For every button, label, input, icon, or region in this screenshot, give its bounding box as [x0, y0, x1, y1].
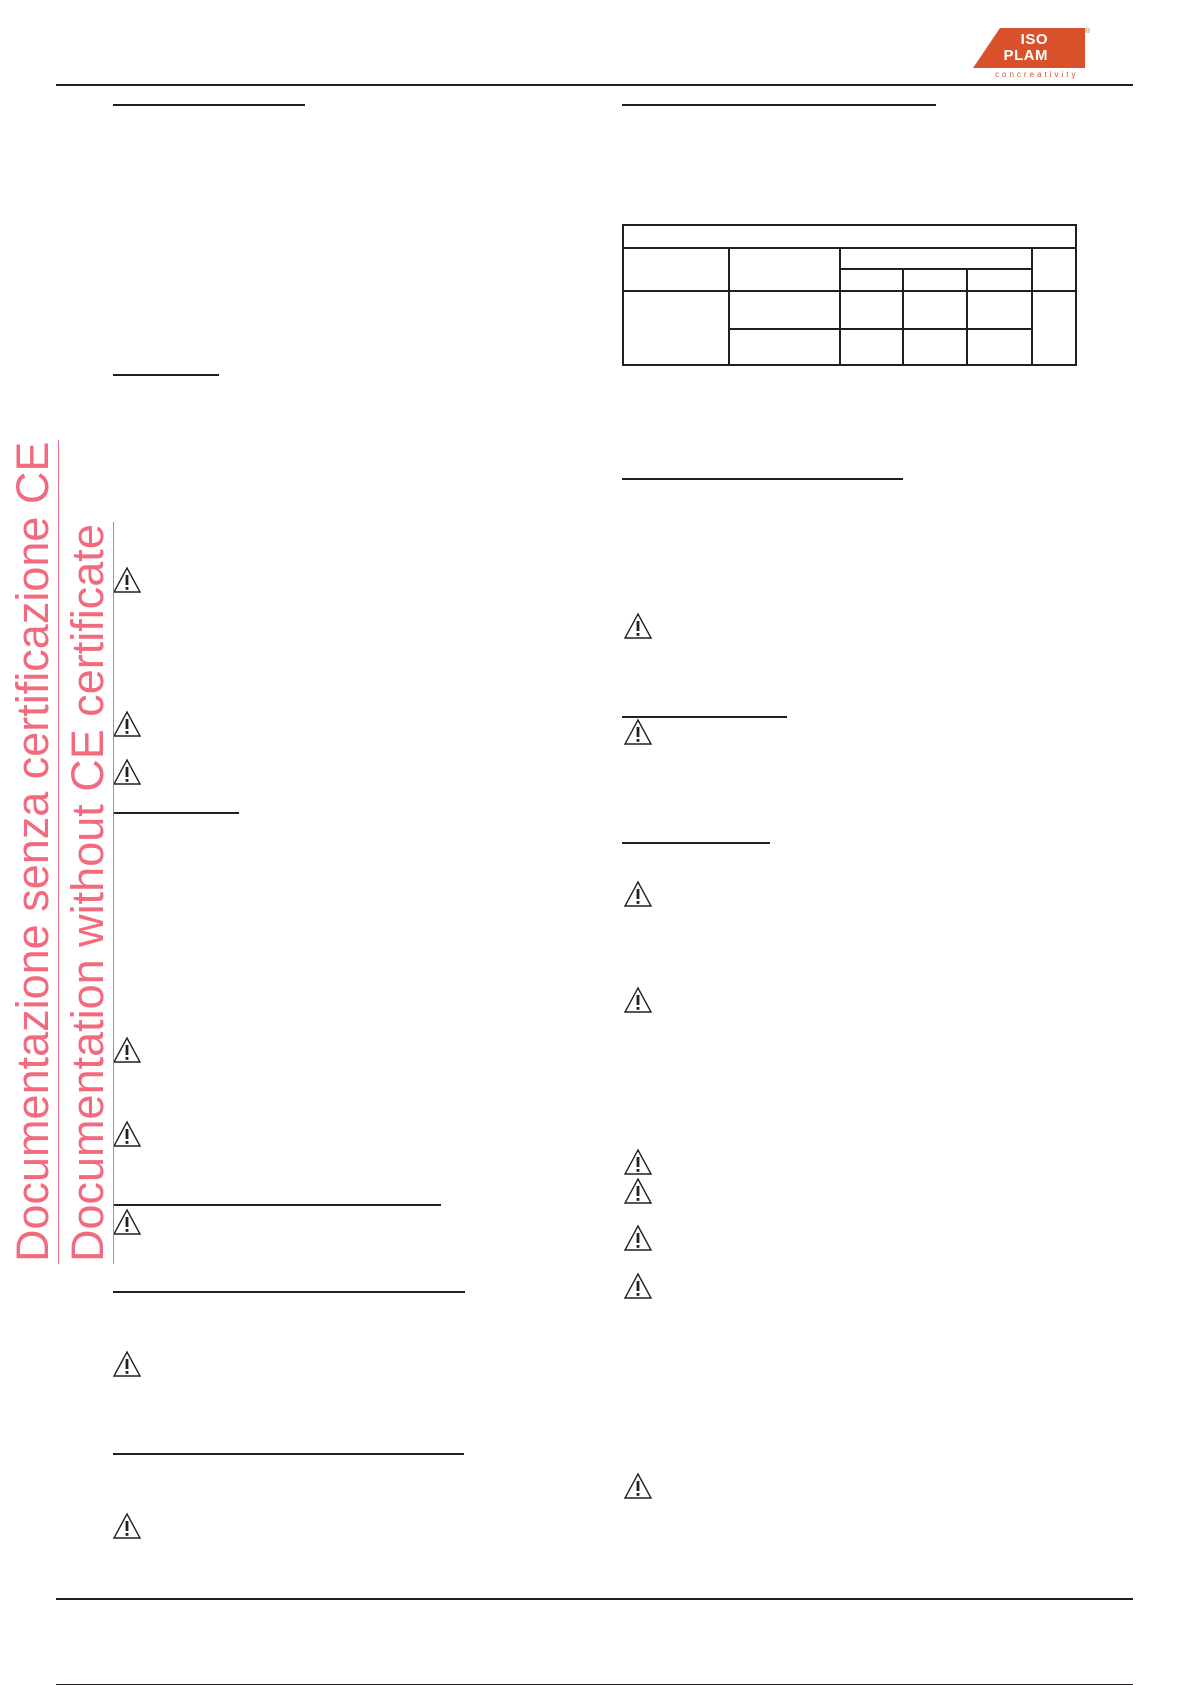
warning-triangle-icon — [623, 718, 653, 746]
warning-triangle-icon — [112, 1350, 142, 1378]
warning-triangle-icon — [623, 1177, 653, 1205]
table-row-line — [624, 247, 1075, 249]
warning-triangle-icon — [623, 612, 653, 640]
warning-triangle-icon — [112, 710, 142, 738]
warning-triangle-icon — [112, 1036, 142, 1064]
section-heading-underline-10 — [622, 842, 770, 844]
warning-triangle-icon — [623, 1224, 653, 1252]
warning-triangle-icon — [623, 880, 653, 908]
warning-triangle-icon — [623, 1272, 653, 1300]
warning-triangle-icon — [112, 1208, 142, 1236]
watermark-line-english: Documentation without CE certificate — [62, 524, 113, 1262]
warning-triangle-icon — [112, 1120, 142, 1148]
table-row-line — [624, 290, 1075, 292]
warning-triangle-icon — [112, 1512, 142, 1540]
header-rule — [56, 84, 1133, 86]
table-col-line — [1031, 247, 1033, 364]
section-heading-underline-3 — [113, 812, 239, 814]
warning-triangle-icon — [112, 566, 142, 594]
logo-registered-mark: ® — [1085, 28, 1091, 35]
logo-text-plam: PLAM — [1003, 47, 1048, 64]
watermark-line-italian: Documentazione senza certificazione CE — [7, 441, 58, 1262]
table-col-line — [728, 247, 730, 364]
section-heading-underline-1 — [113, 104, 305, 106]
table-row-line — [728, 328, 1033, 330]
footer-rule — [56, 1598, 1133, 1600]
warning-triangle-icon — [623, 986, 653, 1014]
section-heading-underline-5 — [113, 1291, 465, 1293]
table-row-line — [839, 268, 1033, 270]
warning-triangle-icon — [112, 758, 142, 786]
logo-text-iso: ISO — [1020, 31, 1048, 48]
section-heading-underline-8 — [622, 478, 903, 480]
section-heading-underline-6 — [113, 1453, 464, 1455]
data-table — [622, 224, 1077, 366]
warning-triangle-icon — [623, 1148, 653, 1176]
table-col-line — [839, 247, 841, 364]
section-heading-underline-4 — [113, 1204, 441, 1206]
section-heading-underline-7 — [622, 104, 936, 106]
table-col-line — [966, 268, 968, 364]
table-col-line — [902, 268, 904, 364]
warning-triangle-icon — [623, 1472, 653, 1500]
section-heading-underline-2 — [113, 374, 219, 376]
isoplam-logo — [973, 28, 1089, 80]
logo-tagline: concreativity — [995, 70, 1079, 79]
